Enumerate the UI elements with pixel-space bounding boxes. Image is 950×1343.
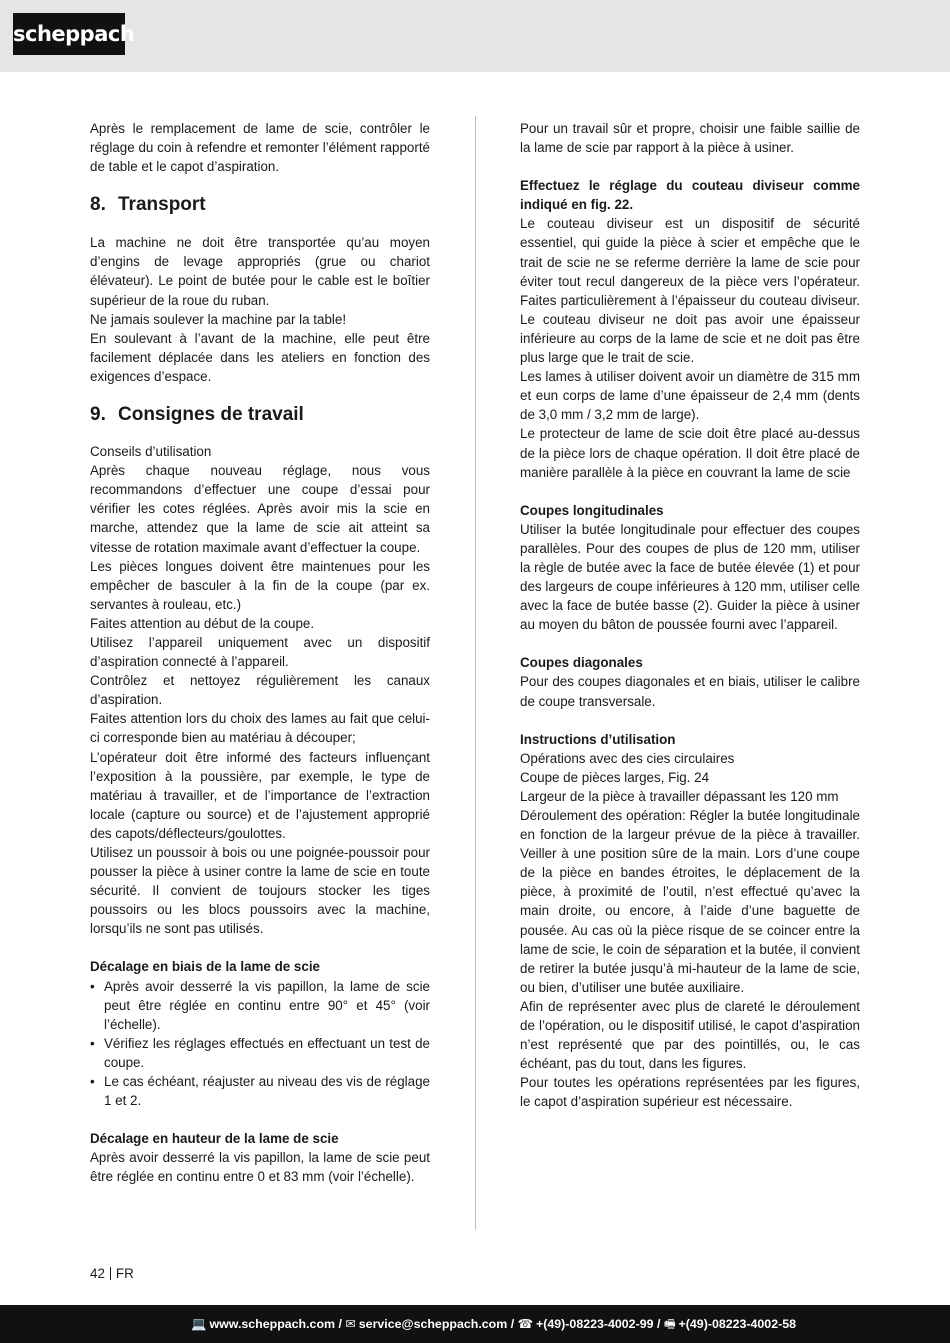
- paragraph: Coupe de pièces larges, Fig. 24: [520, 769, 710, 785]
- paragraph: Contrôlez et nettoyez régulièrement les canaux d’aspiration.: [90, 673, 430, 708]
- subheading-coupes-diagonales: Coupes diagonales: [520, 655, 643, 671]
- list-item: • Le cas échéant, réajuster au niveau des vis de réglage 1 et 2.: [90, 1072, 430, 1110]
- footer-website[interactable]: www.scheppach.com: [209, 1317, 336, 1331]
- phone-icon: ☎: [517, 1317, 534, 1331]
- paragraph: Après le remplacement de lame de scie, contrôler le réglage du coin à refendre et remonter l’élément rapporté de table et le capot d’aspiration.: [90, 121, 430, 175]
- list-item: • Vérifiez les réglages effectués en effectuant un test de coupe.: [90, 1034, 430, 1072]
- paragraph: Après avoir desserré la vis papillon, la lame de scie peut être réglée en continu entre 0 et 83 mm (voir l’échelle).: [90, 1150, 430, 1185]
- paragraph: Pour un travail sûr et propre, choisir une faible saillie de la lame de scie par rapport à la pièce à usiner.: [520, 121, 860, 156]
- list-item: • Après avoir desserré la vis papillon, la lame de scie peut être réglée en continu entre 90° et 45° (voir l’échelle).: [90, 977, 430, 1034]
- footer-fax: +(49)-08223-4002-58: [678, 1317, 796, 1331]
- paragraph: Le couteau diviseur est un dispositif de sécurité essentiel, qui guide la pièce à scier et empêche que le trait de scie ne se referme derrière la lame de scie pour éviter tout recul dangereux de la pièce vers l’opérateur. Faites particulièrement à l’épaisseur du couteau diviseur. Le couteau diviseur ne doit pas avoir une épaisseur inférieure au corps de la lame de scie et ne doit pas être plus large que le trait de scie.: [520, 216, 860, 366]
- fax-icon: 🖷: [663, 1317, 676, 1331]
- computer-icon: 💻: [191, 1317, 207, 1331]
- section-heading-transport: [90, 193, 430, 217]
- paragraph: Faites attention au début de la coupe.: [90, 615, 315, 631]
- section-heading-consignes: [90, 403, 430, 427]
- subheading-instructions: Instructions d’utilisation: [520, 731, 676, 747]
- paragraph: Ne jamais soulever la machine par la table!: [90, 311, 347, 327]
- section-title: Consignes de travail: [118, 404, 304, 426]
- subheading-decalage-hauteur: Décalage en hauteur de la lame de scie: [90, 1131, 339, 1147]
- paragraph: Opérations avec des cies circulaires: [520, 750, 735, 766]
- paragraph: Largeur de la pièce à travailler dépassant les 120 mm: [520, 788, 839, 804]
- footer-separator: /: [656, 1317, 661, 1331]
- page-number: 42: [90, 1266, 105, 1281]
- paragraph: Pour toutes les opérations représentées par les figures, le capot d’aspiration supérieur est nécessaire.: [520, 1075, 860, 1110]
- page-separator: [110, 1267, 111, 1280]
- paragraph: Après chaque nouveau réglage, nous vous recommandons d’effectuer une coupe d’essai pour vérifier les cotes réglées. Après avoir mis la scie en marche, attendez que la lame de scie ait atteint sa vitesse de rotation maximale avant d’effectuer la coupe.: [90, 463, 430, 555]
- footer-bar: [0, 1305, 950, 1343]
- column-divider: [475, 116, 476, 1230]
- paragraph: Utilisez un poussoir à bois ou une poignée-poussoir pour pousser la pièce à usiner contre la lame de scie en toute sécurité. Il convient de toujours stocker les tiges poussoirs ou les blocs poussoirs avec la machine, lorsqu’ils ne sont pas utilisés.: [90, 845, 430, 937]
- page-language: FR: [115, 1266, 134, 1281]
- footer-email[interactable]: service@scheppach.com: [358, 1317, 508, 1331]
- paragraph: Pour des coupes diagonales et en biais, utiliser le calibre de coupe transversale.: [520, 674, 860, 709]
- header-band: [0, 0, 950, 72]
- section-number: 8.: [90, 194, 106, 216]
- paragraph: Utiliser la butée longitudinale pour effectuer des coupes parallèles. Pour des coupes de plus de 120 mm, utiliser la règle de butée avec la face de butée élevée (1) et pour des largeurs de coupe inférieures à 120 mm, utiliser celle avec la face de butée basse (2). Guider la pièce à usiner au moyen du bâton de poussée fourni avec l’appareil.: [520, 521, 860, 633]
- page-number-label: [90, 1265, 134, 1283]
- subheading-decalage-biais: Décalage en biais de la lame de scie: [90, 959, 320, 975]
- paragraph: Le protecteur de lame de scie doit être placé au-dessus de la pièce lors de chaque opération. Il doit être placé de manière parallèle à la pièce en couvrant la lame de scie: [520, 426, 860, 480]
- paragraph: Les pièces longues doivent être maintenues pour les empêcher de basculer à la fin de la coupe (par ex. servantes à rouleau, etc.): [90, 558, 430, 612]
- subheading-coupes-longitudinales: Coupes longitudinales: [520, 502, 664, 518]
- right-column: [520, 119, 860, 1112]
- mail-icon: ✉: [345, 1317, 356, 1331]
- footer-separator: /: [510, 1317, 515, 1331]
- paragraph: Faites attention lors du choix des lames au fait que celui-ci corresponde bien au matériau à découper;: [90, 711, 430, 746]
- scheppach-logo: scheppach: [13, 13, 125, 55]
- paragraph: Les lames à utiliser doivent avoir un diamètre de 315 mm et eun corps de lame d’une épaisseur de 2,4 mm (dents de 3,0 mm / 3,2 mm de large).: [520, 369, 860, 423]
- paragraph: Déroulement des opération: Régler la butée longitudinale en fonction de la largeur prévue de la pièce à travailler. Veiller à une position sûre de la main. Lors d’une coupe de la pièce en bandes étroites, le déplacement de la pièce, à proximité de l’outil, n’est effectué qu’avec la main droite, ou encore, à l’aide d’une baguette de pousée. Au cas où la pièce risque de se coincer entre la lame de scie, le coin de séparation et la butée, il convient de retirer la butée jusqu’à mi-hauteur de la lame de scie, ou bien, d’utiliser une butée auxiliaire.: [520, 808, 860, 995]
- section-number: 9.: [90, 404, 106, 426]
- paragraph: En soulevant à l’avant de la machine, elle peut être facilement déplacée dans les ateliers en fonction des exigences d’espace.: [90, 330, 430, 384]
- footer-phone: +(49)-08223-4002-99: [536, 1317, 654, 1331]
- paragraph: La machine ne doit être transportée qu’au moyen d’engins de levage appropriés (grue ou chariot élévateur). Le point de butée pour le cable est le boîtier supérieur de la roue du ruban.: [90, 235, 430, 308]
- footer-separator: /: [338, 1317, 342, 1331]
- paragraph: Afin de représenter avec plus de clareté le déroulement de l’opération, ou le dispositif utilisé, le capot d’aspiration n’est représenté que par des pointillés, ou, le cas échéant, pas du tout, dans les figures.: [520, 998, 860, 1072]
- paragraph: Utilisez l’appareil uniquement avec un dispositif d’aspiration connecté à l’appareil.: [90, 634, 430, 670]
- section-title: Transport: [118, 194, 206, 216]
- bullet-list: [90, 977, 430, 1111]
- subheading-couteau-diviseur: Effectuez le réglage du couteau diviseur comme indiqué en fig. 22.: [520, 178, 860, 213]
- paragraph: L’opérateur doit être informé des facteurs influençant l’exposition à la poussière, par exemple, le type de matériau à travailler, et de l’importance de l’extraction locale (capture ou source) et de l’ajustement approprié des capots/déflecteurs/goulottes.: [90, 749, 430, 841]
- paragraph: Conseils d’utilisation: [90, 444, 212, 460]
- left-column: [90, 119, 430, 1187]
